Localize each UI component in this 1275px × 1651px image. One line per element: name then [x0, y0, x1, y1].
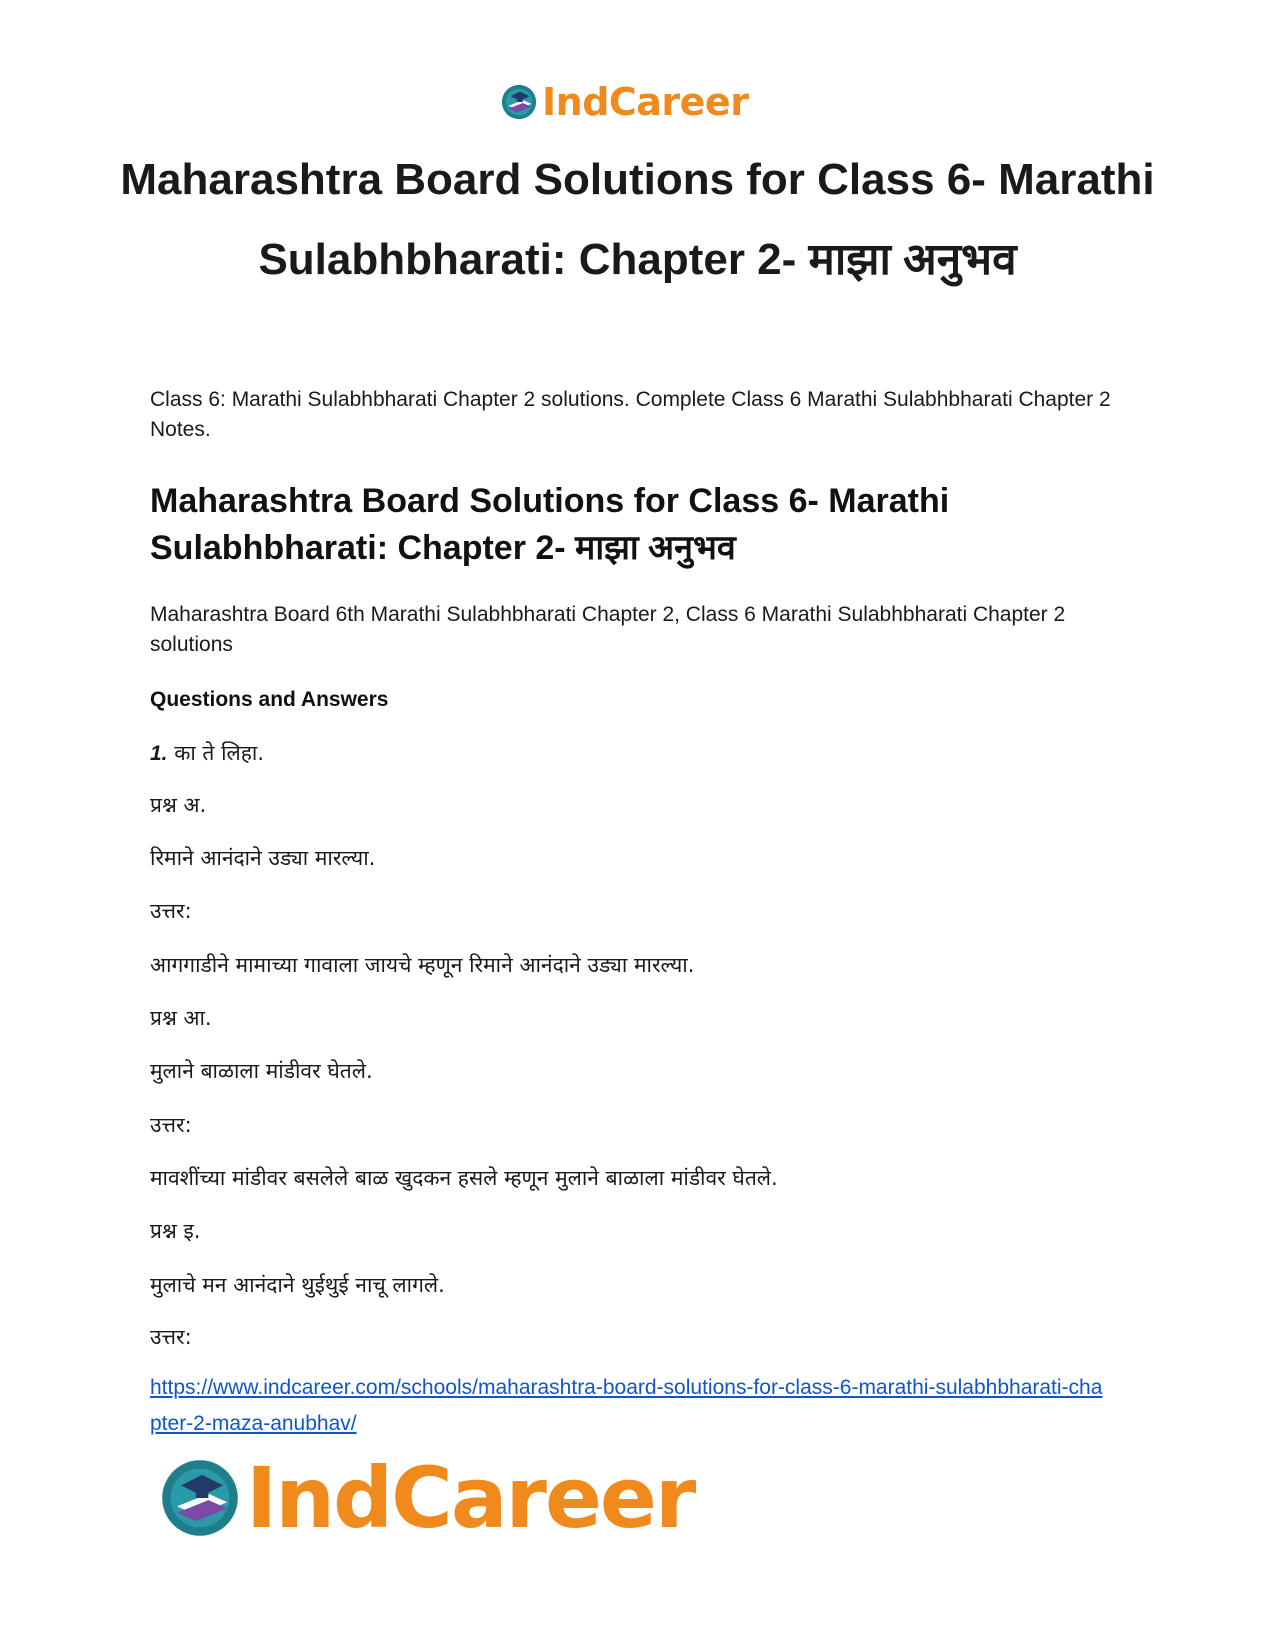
- indcareer-emblem-icon: [158, 1456, 242, 1540]
- answer-link[interactable]: https://www.indcareer.com/schools/maharashtra-board-solutions-for-class-6-marathi-sulabhbharati-chapter-2-maza-anubhav/: [150, 1376, 1103, 1435]
- page-title: Maharashtra Board Solutions for Class 6- Marathi Sulabhbharati: Chapter 2- माझा अनुभव: [120, 155, 1155, 284]
- question-instruction-text: का ते लिहा.: [167, 741, 265, 765]
- question-instruction: [150, 738, 264, 769]
- indcareer-emblem-icon: [500, 83, 538, 121]
- question-c-label: प्रश्न इ.: [150, 1219, 201, 1243]
- question-b-label: प्रश्न आ.: [150, 1006, 212, 1030]
- section-intro: Maharashtra Board 6th Marathi Sulabhbharati Chapter 2, Class 6 Marathi Sulabhbharati Chapter 2 solutions: [150, 603, 1066, 656]
- brand-name: IndCareer: [542, 80, 749, 124]
- section-title: Maharashtra Board Solutions for Class 6- Marathi Sulabhbharati: Chapter 2- माझा अनुभव: [150, 482, 950, 567]
- answer-a-label: उत्तर:: [150, 899, 192, 923]
- indcareer-logo-top[interactable]: [500, 78, 780, 126]
- brand-name: IndCareer: [246, 1449, 695, 1547]
- question-b-text: मुलाने बाळाला मांडीवर घेतले.: [150, 1059, 373, 1083]
- answer-b-text: मावशींच्या मांडीवर बसलेले बाळ खुदकन हसले म्हणून मुलाने बाळाला मांडीवर घेतले.: [150, 1166, 778, 1190]
- answer-c-label: उत्तर:: [150, 1325, 192, 1349]
- question-number: 1.: [150, 742, 168, 765]
- question-c-text: मुलाचे मन आनंदाने थुईथुई नाचू लागले.: [150, 1273, 445, 1297]
- answer-b-label: उत्तर:: [150, 1113, 192, 1137]
- intro-paragraph: Class 6: Marathi Sulabhbharati Chapter 2 solutions. Complete Class 6 Marathi Sulabhbharati Chapter 2 Notes.: [150, 388, 1111, 441]
- qa-heading: Questions and Answers: [150, 688, 389, 711]
- question-a-label: प्रश्न अ.: [150, 793, 207, 817]
- question-a-text: रिमाने आनंदाने उड्या मारल्या.: [150, 846, 376, 870]
- answer-a-text: आगगाडीने मामाच्या गावाला जायचे म्हणून रिमाने आनंदाने उड्या मारल्या.: [150, 953, 695, 977]
- indcareer-logo-bottom[interactable]: [158, 1448, 718, 1548]
